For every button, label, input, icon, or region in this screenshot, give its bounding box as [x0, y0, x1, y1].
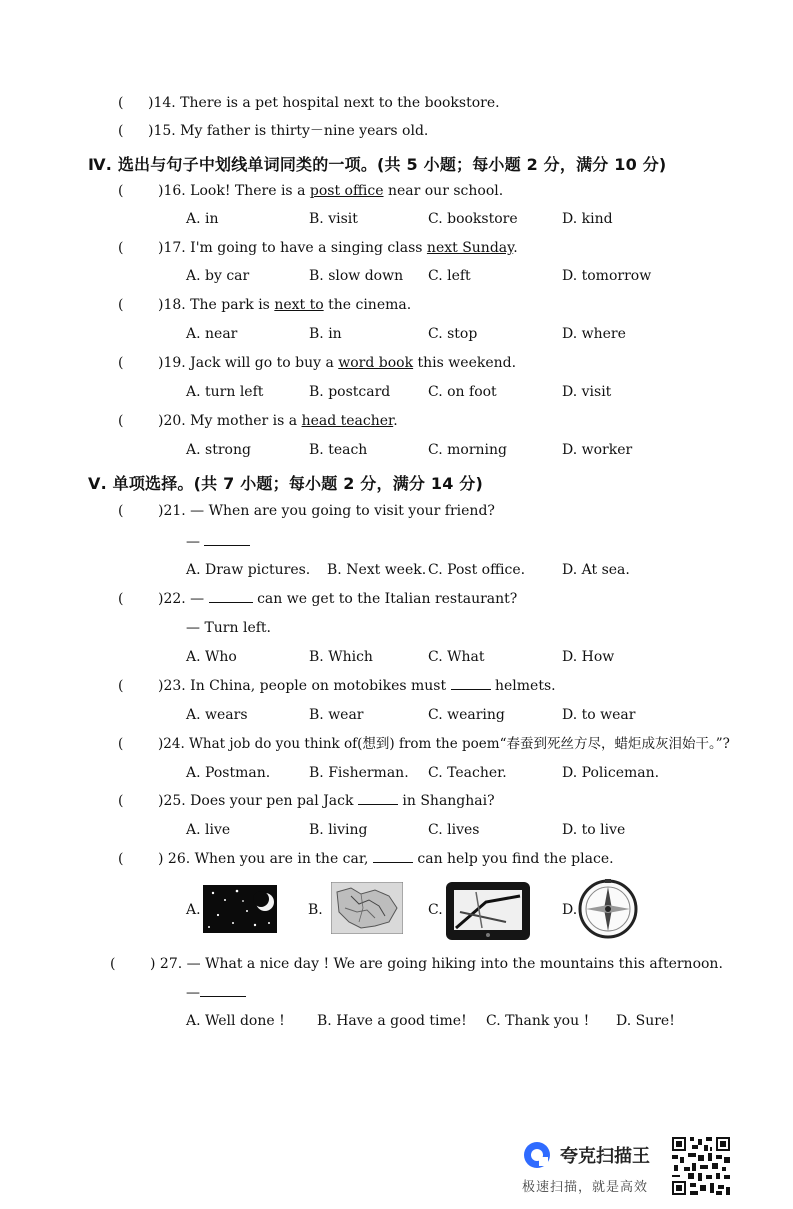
answer-blank	[200, 984, 246, 997]
answer-blank	[209, 590, 253, 603]
question-24: ( )24. What job do you think of(想到) from the poem“春蚕到死丝方尽，蜡炬成灰泪始干。”?	[118, 736, 730, 752]
section-4-title: Ⅳ. 选出与句子中划线单词同类的一项。(共 5 小题；每小题 2 分，满分 10 分)	[88, 155, 667, 174]
question-14: ( )14. There is a pet hospital next to the bookstore.	[118, 95, 500, 111]
answer-line-27: —	[186, 984, 246, 1002]
question-20: ( )20. My mother is a head teacher.	[118, 413, 398, 429]
question-21: ( )21. — When are you going to visit your friend?	[118, 503, 495, 519]
reply-22: — Turn left.	[186, 620, 271, 636]
exam-page: ( )14. There is a pet hospital next to the bookstore. ( )15. My father is thirty－nine years old. Ⅳ. 选出与句子中划线单词同类的一项。(共 5 小题；每小题 2 分，满分 10 分) ( )16. Look! There is a post office near our school. A. in B. visit C. bookstore D. kind ( )17. I'm going to have a singing class next Sunday. A. by car B. slow down C. left D. tomorrow ( )18. The park is next to the cinema. A. near B. in C. stop D. where ( )19. Jack will go to buy a word book this weekend. A. turn left B. postcard C. on foot D. visit ( )20. My mother is a head teacher. A. strong B. teach C. morning D. worker Ⅴ. 单项选择。(共 7 小题；每小题 2 分，满分 14 分) ( )21. — When are you going to visit your friend? — A. Draw pictures. B. Next week. C. Post office. D. At sea. ( )22. — can we get to the Italian restaurant? — Turn left. A. Who B. Which C. What D. How ( )23. In China, people on motobikes must helmets. A. wears B. wear C. wearing D. to wear ( )24. What job do you think of(想到) from the poem“春蚕到死丝方尽，蜡炬成灰泪始干。”? A. Postman. B. Fisherman. C. Teacher. D. Policeman. ( )25. Does your pen pal Jack in Shanghai? A. live B. living C. lives D. to live ( ) 26. When you are in the car, can help you find the place. A. B. C. D. ( ) 27. — What a nice day ! We are going hiking into the mountains this afternoon. — A. Well done ! B. Have a good time! C. Thank you ! D. Sure! 夸克扫描王 极速扫描，就是高效	[0, 0, 793, 1209]
section-5-title: Ⅴ. 单项选择。(共 7 小题；每小题 2 分，满分 14 分)	[88, 474, 484, 493]
question-26: ( ) 26. When you are in the car, can help you find the place.	[118, 851, 614, 867]
quark-logo-icon	[522, 1140, 552, 1170]
question-15: ( )15. My father is thirty－nine years old.	[118, 123, 429, 139]
question-23: ( )23. In China, people on motobikes must helmets.	[118, 678, 556, 694]
question-17: ( )17. I'm going to have a singing class next Sunday.	[118, 240, 518, 256]
option-26-c-label: C.	[428, 902, 443, 918]
brand-tagline: 极速扫描，就是高效	[522, 1180, 649, 1195]
question-19: ( )19. Jack will go to buy a word book this weekend.	[118, 355, 517, 371]
gps-navigator-icon	[446, 882, 530, 940]
brand-name: 夸克扫描王	[560, 1146, 650, 1167]
qr-code-icon	[670, 1135, 732, 1197]
answer-blank	[204, 533, 250, 546]
option-26-d-label: D.	[562, 902, 578, 918]
question-22: ( )22. — can we get to the Italian restaurant?	[118, 591, 518, 607]
answer-blank	[373, 850, 413, 863]
answer-line-21: —	[186, 533, 250, 551]
option-26-a-label: A.	[186, 902, 201, 918]
question-18: ( )18. The park is next to the cinema.	[118, 297, 412, 313]
option-26-b-label: B.	[308, 902, 323, 918]
map-icon	[331, 882, 403, 934]
question-16: ( )16. Look! There is a post office near our school.	[118, 183, 504, 199]
question-25: ( )25. Does your pen pal Jack in Shanghai?	[118, 793, 495, 809]
night-sky-icon	[203, 885, 277, 933]
scanner-watermark	[522, 1140, 672, 1196]
answer-blank	[358, 792, 398, 805]
compass-icon	[578, 879, 638, 939]
answer-blank	[451, 677, 491, 690]
question-27: ( ) 27. — What a nice day ! We are going hiking into the mountains this afternoon.	[110, 956, 723, 972]
